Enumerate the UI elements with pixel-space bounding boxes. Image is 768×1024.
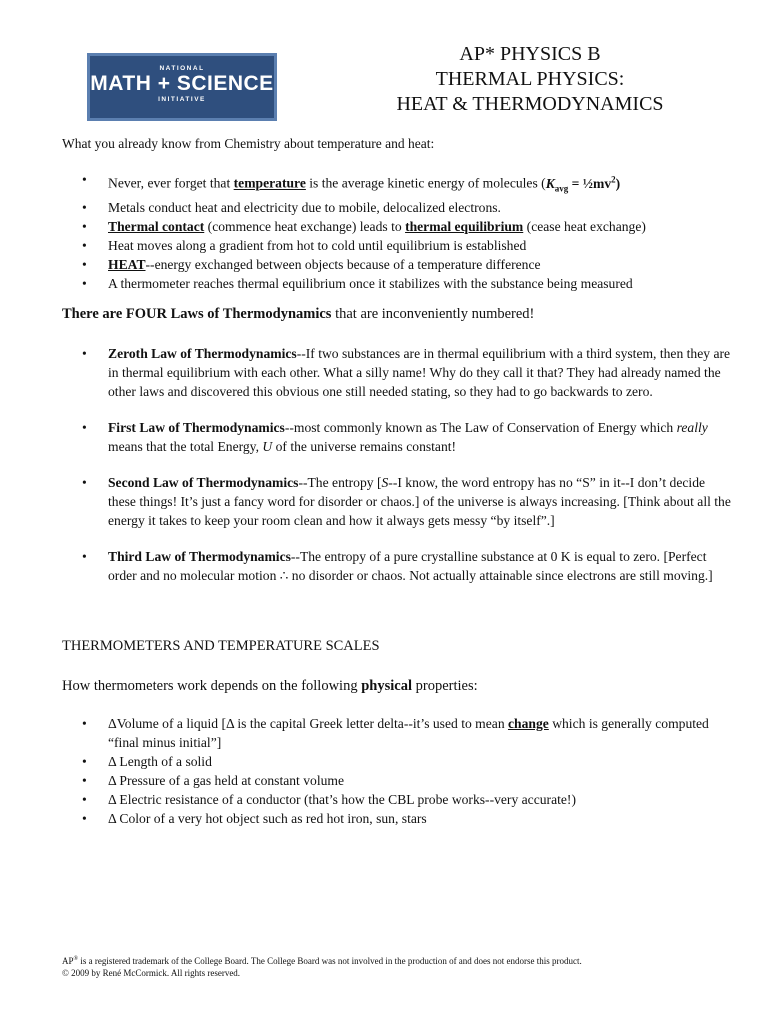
bullet-icon: • [82,219,87,235]
title-line-2: THERMAL PHYSICS: [435,68,625,90]
logo-line-national: NATIONAL [159,65,205,72]
laws-list [62,344,732,602]
logo-line-initiative: INITIATIVE [158,96,206,103]
bullet-icon: • [82,716,87,731]
footer-copyright: © 2009 by René McCormick. All rights reserved. [62,968,241,978]
list-item: • HEAT--energy exchanged between objects because of a temperature difference [82,257,541,273]
term-heat: HEAT [108,257,146,273]
bullet-icon: • [82,276,87,292]
bullet-icon: • [82,257,87,273]
list-item: • Never, ever forget that temperature is the average kinetic energy of molecules ($K_{avg}$ = $\frac{1}{2}mv^2$) [82,172,621,194]
law-third: • Third Law of Thermodynamics--The entropy of a pure crystalline substance at 0 K is equal to zero. [Perfect order and no molecular motion ∴ no disorder or chaos. Not actually attainable since electrons are still moving.] [82,549,713,583]
list-item: • Thermal contact (commence heat exchange) leads to thermal equilibrium (cease heat exchange) [82,219,646,235]
physical-properties-list [62,714,732,828]
list-item: • Heat moves along a gradient from hot to cold until equilibrium is established [82,238,527,254]
bullet-icon: • [82,420,87,435]
bullet-icon: • [82,200,87,216]
term-thermal-equilibrium: thermal equilibrium [405,219,524,235]
logo-line-math-science: MATH + SCIENCE [90,72,274,95]
bullet-icon: • [82,754,87,769]
term-temperature: temperature [233,175,306,191]
bullet-icon: • [82,346,87,361]
law-second: • Second Law of Thermodynamics--The entropy [S--I know, the word entropy has no “S” in it--I don’t decide these things! It’s just a fancy word for disorder or chaos.] of the universe is always increasing. [Think about all the energy it takes to keep your room clean and how it always gets messy “by itself”.] [82,475,731,528]
bullet-icon: • [82,773,87,788]
list-item: • Δ Pressure of a gas held at constant volume [82,773,345,788]
bullet-icon: • [82,549,87,564]
term-change: change [508,716,549,731]
footer-notice [62,953,582,979]
bullet-icon: • [82,475,87,490]
list-item: • ΔVolume of a liquid [Δ is the capital Greek letter delta--it’s used to mean change which is generally computed “final minus initial”] [82,716,709,750]
footer-trademark: AP® is a registered trademark of the College Board. The College Board was not involved in the production of and does not endorse this product. [62,956,582,966]
list-item: • Δ Color of a very hot object such as red hot iron, sun, stars [82,811,427,826]
thermometers-heading: THERMOMETERS AND TEMPERATURE SCALES [62,638,380,654]
how-thermometers-text: How thermometers work depends on the following physical properties: [62,678,478,694]
bullet-icon: • [82,238,87,254]
law-first: • First Law of Thermodynamics--most commonly known as The Law of Conservation of Energy which really means that the total Energy, U of the universe remains constant! [82,420,708,454]
list-item: • Metals conduct heat and electricity due to mobile, delocalized electrons. [82,200,501,216]
title-line-1: AP* PHYSICS B [459,43,601,65]
bullet-icon: • [82,811,87,826]
document-title [340,42,720,117]
bullet-icon: • [82,172,87,187]
term-thermal-contact: Thermal contact [108,219,205,235]
list-item: • A thermometer reaches thermal equilibrium once it stabilizes with the substance being measured [82,276,633,292]
bullet-icon: • [82,792,87,807]
list-item: • Δ Electric resistance of a conductor (that’s how the CBL probe works--very accurate!) [82,792,576,807]
nms-logo [87,53,277,121]
law-zeroth: • Zeroth Law of Thermodynamics--If two substances are in thermal equilibrium with a third system, then they are in thermal equilibrium with each other. What a silly name! Why do they call it that? They had already named the other laws and discovered this obvious one still needed stating, so they had to go backwards to zero. [82,346,731,399]
list-item: • Δ Length of a solid [82,754,212,769]
laws-heading: There are FOUR Laws of Thermodynamics that are inconveniently numbered! [62,306,535,322]
title-line-3: HEAT & THERMODYNAMICS [396,93,664,115]
intro-text: What you already know from Chemistry about temperature and heat: [62,136,435,151]
chemistry-facts-list [62,170,732,293]
